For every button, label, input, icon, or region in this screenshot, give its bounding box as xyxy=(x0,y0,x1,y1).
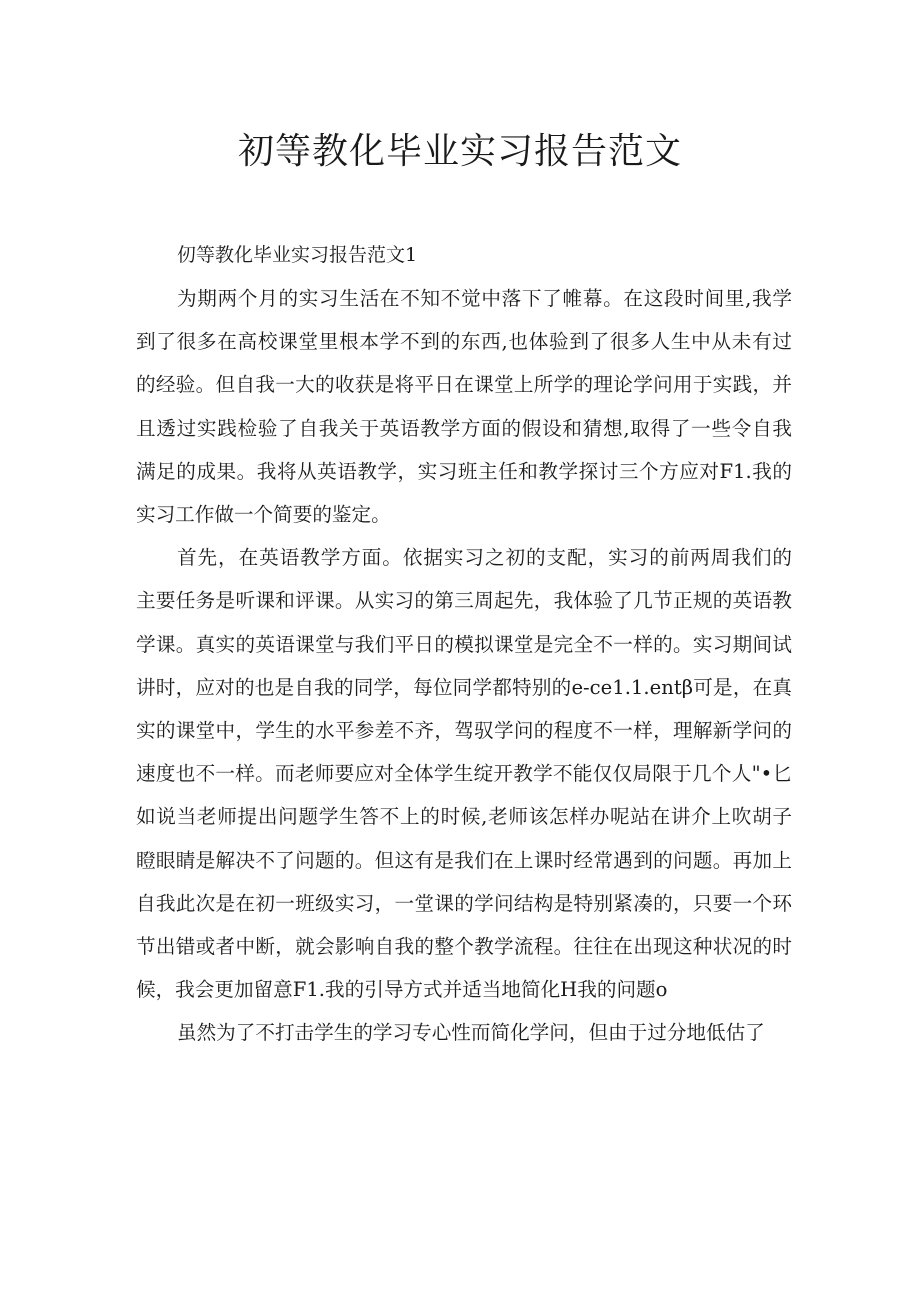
paragraph-2 xyxy=(136,536,792,1011)
paragraph-line: 到了很多在高校课堂里根本学不到的东西,也体验到了很多人生中从未有过 xyxy=(136,330,792,354)
paragraph-line: 学课。真实的英语课堂与我们平日的模拟课堂是完全不一样的。实习期间试 xyxy=(136,632,792,656)
paragraph-line: 为期两个月的实习生活在不知不觉中落下了帷幕。在这段时间里,我学 xyxy=(177,287,792,310)
paragraph-line: 如说当老师提出问题学生答不上的时候,老师该怎样办呢站在讲介上吹胡子 xyxy=(136,805,792,829)
paragraph-line: 主要任务是听课和评课。从实习的第三周起先，我体验了几节正规的英语教 xyxy=(136,589,792,613)
paragraph-line: 且透过实践检验了自我关于英语教学方面的假设和猜想,取得了一些令自我 xyxy=(136,416,792,440)
paragraph-line: 首先，在英语教学方面。依据实习之初的支配，实习的前两周我们的 xyxy=(177,546,792,570)
paragraph-line: 讲时，应对的也是自我的同学，每位同学都特别的e-ce1.1.entβ可是，在真 xyxy=(136,675,792,699)
paragraph-line: 节出错或者中断，就会影响自我的整个教学流程。往往在出现这种状况的时 xyxy=(136,935,792,959)
paragraph-line: 实习工作做一个简要的鉴定。 xyxy=(136,503,391,527)
paragraph-line: 的经验。但自我一大的收获是将平日在课堂上所学的理论学问用于实践，并 xyxy=(136,373,792,397)
paragraph-3 xyxy=(136,1011,792,1054)
section-subtitle: 仞等教化毕业实习报告范文1 xyxy=(177,244,418,266)
paragraph-line: 满足的成果。我将从英语教学，实习班主任和教学探讨三个方应对F1.我的 xyxy=(136,459,792,483)
paragraph-line: 自我此次是在初一班级实习，一堂课的学问结构是特别紧凑的，只要一个环 xyxy=(136,891,792,915)
paragraph-line: 虽然为了不打击学生的学习专心性而简化学问，但由于过分地低估了 xyxy=(177,1021,765,1045)
document-title: 初等教化毕业实习报告范文 xyxy=(237,131,682,172)
paragraph-line: 瞪眼睛是解决不了问题的。但这有是我们在上课时经常遇到的问题。再加上 xyxy=(136,848,792,872)
paragraph-line: 候，我会更加留意F1.我的引导方式并适当地简化H我的问题o xyxy=(136,978,668,1002)
document-body xyxy=(136,234,792,1055)
paragraph-1 xyxy=(136,277,792,536)
paragraph-line: 实的课堂中，学生的水平参差不齐，驾驭学问的程度不一样，理解新学问的 xyxy=(136,719,792,743)
paragraph-line: 速度也不一样。而老师要应对全体学生绽开教学不能仅仅局限于几个人"•匕 xyxy=(136,762,792,786)
